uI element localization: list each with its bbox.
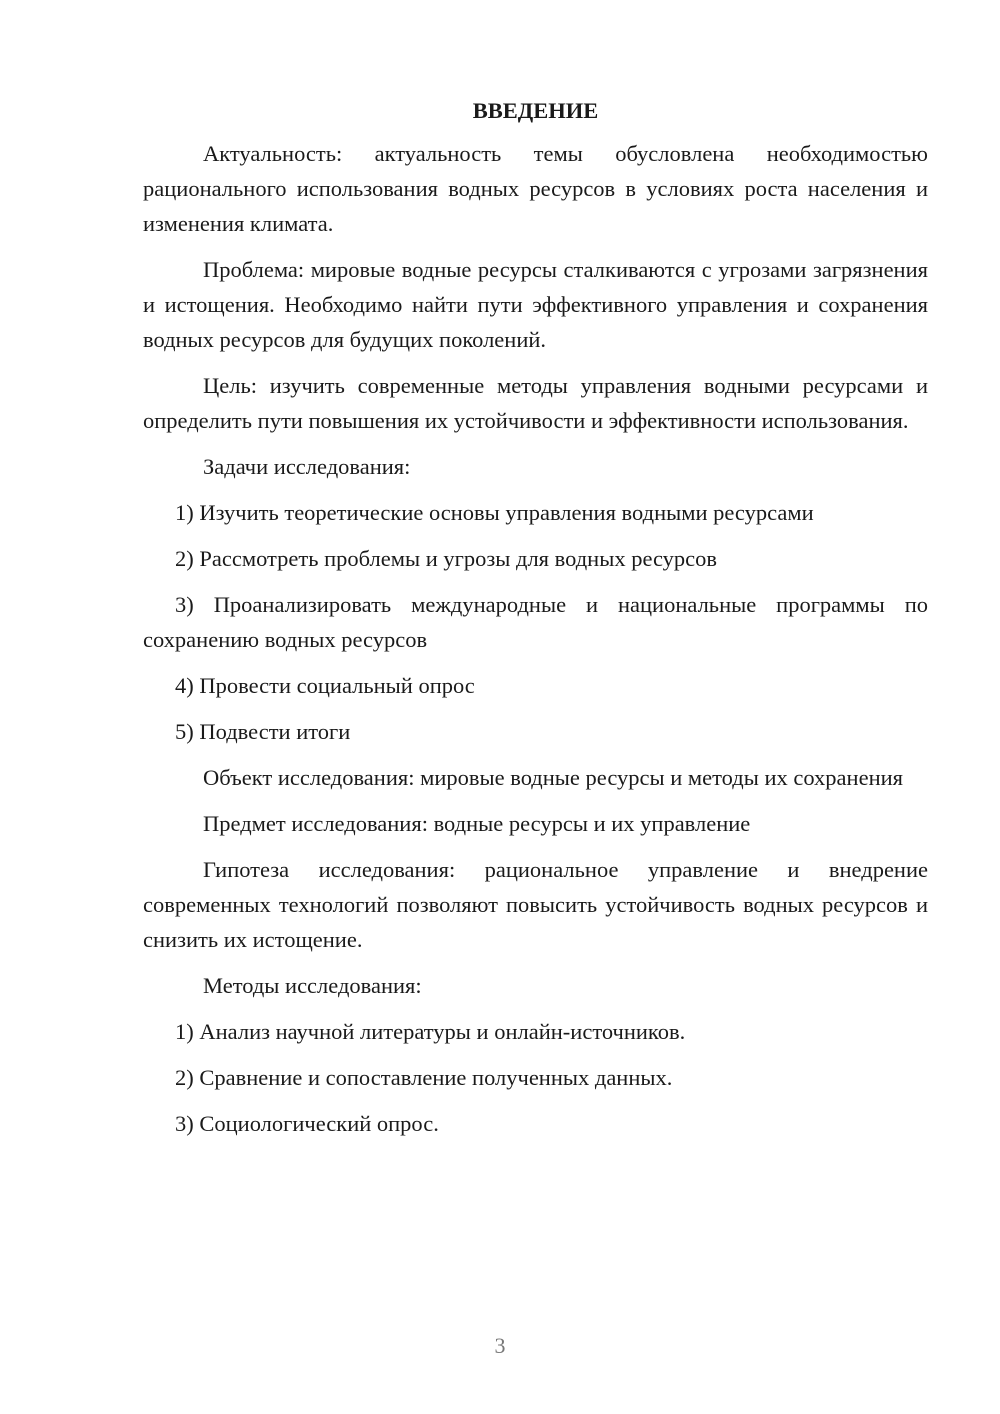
- method-item: 1) Анализ научной литературы и онлайн-источников.: [175, 1019, 686, 1044]
- task-item: 3) Проанализировать международные и национальные программы по сохранению водных ресурсов: [143, 592, 928, 652]
- method-item: 3) Социологический опрос.: [175, 1111, 439, 1136]
- task-item: 5) Подвести итоги: [175, 719, 351, 744]
- method-item: 2) Сравнение и сопоставление полученных данных.: [175, 1065, 673, 1090]
- methods-heading: Методы исследования:: [203, 973, 422, 998]
- page-title: ВВЕДЕНИЕ: [472, 98, 599, 123]
- task-item: 2) Рассмотреть проблемы и угрозы для водных ресурсов: [175, 546, 718, 571]
- page-number: 3: [494, 1333, 506, 1358]
- hypothesis-paragraph: Гипотеза исследования: рациональное управление и внедрение современных технологий позволяют повысить устойчивость водных ресурсов и снизить их истощение.: [143, 857, 928, 952]
- tasks-heading: Задачи исследования:: [203, 454, 411, 479]
- task-item: 1) Изучить теоретические основы управления водными ресурсами: [175, 500, 814, 525]
- subject-paragraph: Предмет исследования: водные ресурсы и их управление: [203, 811, 751, 836]
- goal-paragraph: Цель: изучить современные методы управления водными ресурсами и определить пути повышения их устойчивости и эффективности использования.: [143, 373, 928, 433]
- object-paragraph: Объект исследования: мировые водные ресурсы и методы их сохранения: [203, 765, 903, 790]
- problem-paragraph: Проблема: мировые водные ресурсы сталкиваются с угрозами загрязнения и истощения. Необходимо найти пути эффективного управления и сохранения водных ресурсов для будущих поколений.: [143, 257, 928, 352]
- document-body: [143, 96, 928, 1152]
- relevance-paragraph: Актуальность: актуальность темы обусловлена необходимостью рационального использования водных ресурсов в условиях роста населения и изменения климата.: [143, 141, 928, 236]
- task-item: 4) Провести социальный опрос: [175, 673, 475, 698]
